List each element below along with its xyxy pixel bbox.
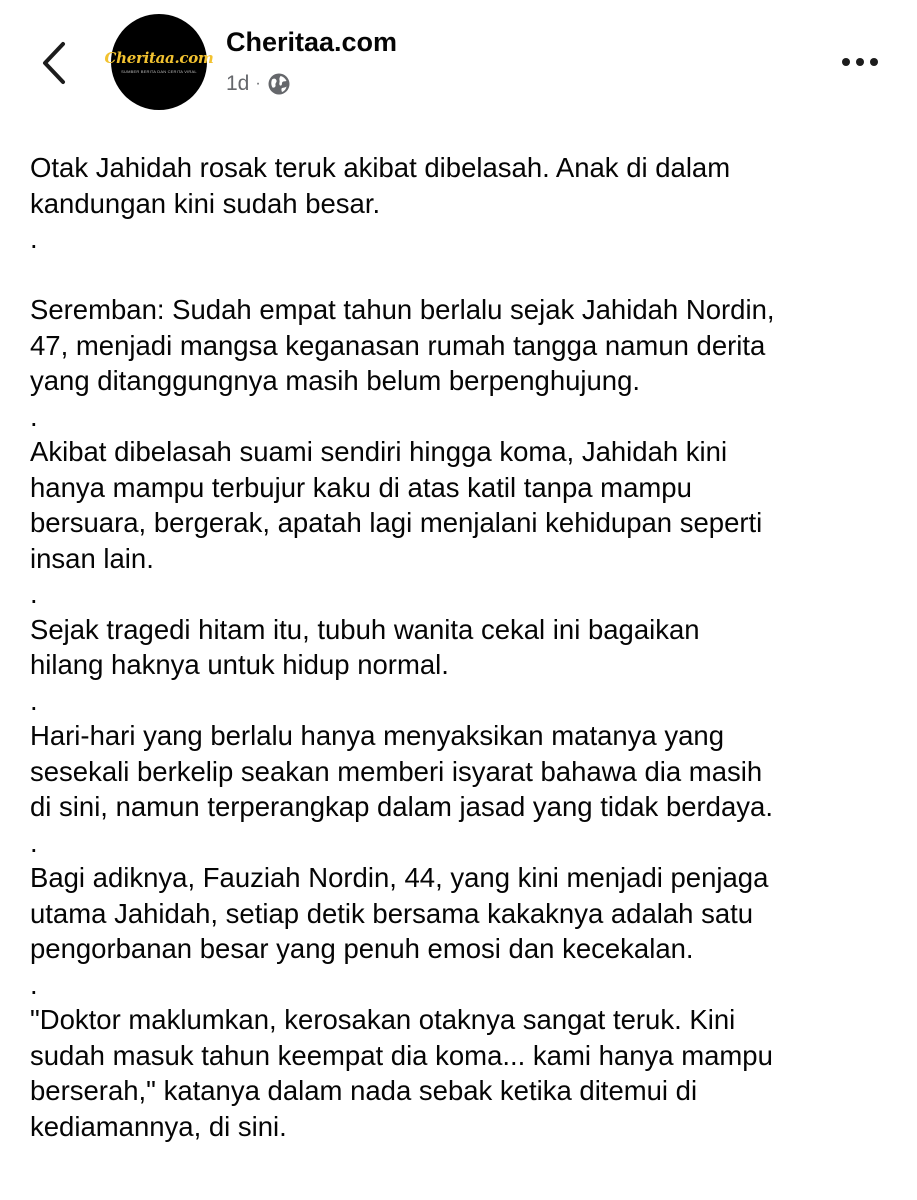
post-text-line: pengorbanan besar yang penuh emosi dan kecekalan. (30, 933, 694, 964)
post-text-line: . (30, 826, 38, 858)
post-blank-line (30, 257, 900, 293)
post-text-line: kediamannya, di sini. (30, 1110, 287, 1142)
more-horizontal-icon (870, 58, 878, 66)
post-text-line: kandungan kini sudah besar. (30, 187, 381, 219)
avatar-tagline: SUMBER BERITA DAN CERITA VIRAL (121, 68, 197, 74)
post-text-line: Otak Jahidah rosak teruk akibat dibelasah. Anak di dalam (30, 152, 731, 183)
post-text-line: hanya mampu terbujur kaku di atas katil tanpa mampu (30, 471, 692, 503)
page-avatar[interactable] (104, 14, 214, 110)
back-button[interactable] (34, 38, 74, 88)
avatar-logo-text: Cheritaa.com (104, 48, 214, 67)
post-text-line: di sini, namun terperangkap dalam jasad yang tidak berdaya. (30, 791, 773, 822)
post-text (30, 150, 900, 1144)
meta-separator: · (255, 75, 261, 92)
post-text-line: Bagi adiknya, Fauziah Nordin, 44, yang kini menjadi penjaga (30, 862, 769, 893)
post-text-line: Sejak tragedi hitam itu, tubuh wanita cekal ini bagaikan (30, 613, 700, 645)
post-header (0, 0, 917, 130)
globe-icon (267, 72, 291, 96)
post-text-line: sesekali berkelip seakan memberi isyarat bahawa dia masih (30, 755, 763, 787)
post-text-line: "Doktor maklumkan, kerosakan otaknya sangat teruk. Kini (30, 1004, 736, 1035)
more-horizontal-icon (856, 58, 864, 66)
post-text-line: . (30, 400, 38, 432)
post-text-line: yang ditanggungnya masih belum berpenghujung. (30, 365, 641, 396)
post-text-line: . (30, 684, 38, 716)
post-text-line: Seremban: Sudah empat tahun berlalu sejak Jahidah Nordin, (30, 294, 775, 325)
post-text-line: . (30, 578, 38, 609)
more-options-button[interactable] (832, 50, 888, 74)
post-text-line: bersuara, bergerak, apatah lagi menjalani kehidupan seperti (30, 507, 763, 538)
post-text-line: utama Jahidah, setiap detik bersama kakaknya adalah satu (30, 897, 754, 929)
post-text-line: Hari-hari yang berlalu hanya menyaksikan matanya yang (30, 720, 724, 751)
post-text-line: 47, menjadi mangsa keganasan rumah tangga namun derita (30, 329, 766, 361)
post-text-line: . (30, 968, 38, 1000)
post-text-line: insan lain. (30, 542, 154, 574)
post-meta (226, 72, 291, 96)
post-text-line: sudah masuk tahun keempat dia koma... kami hanya mampu (30, 1039, 773, 1071)
post-text-line: Akibat dibelasah suami sendiri hingga koma, Jahidah kini (30, 436, 728, 467)
post-text-line: . (30, 223, 38, 254)
chevron-left-icon (41, 41, 67, 85)
post-text-line: berserah," katanya dalam nada sebak ketika ditemui di (30, 1075, 698, 1106)
post-text-line: hilang haknya untuk hidup normal. (30, 649, 449, 680)
page-name[interactable]: Cheritaa.com (226, 27, 398, 57)
post-time[interactable]: 1d (226, 72, 250, 95)
more-horizontal-icon (842, 58, 850, 66)
